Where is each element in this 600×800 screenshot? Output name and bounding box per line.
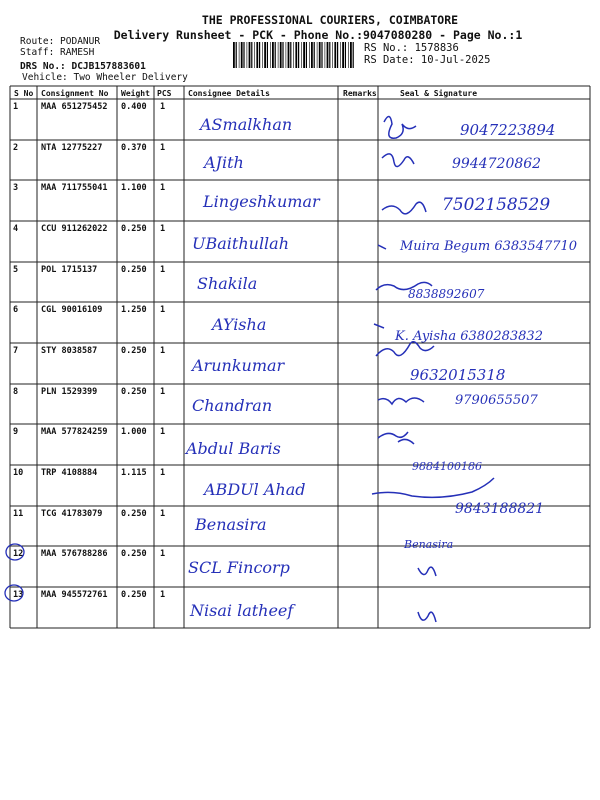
cell-pcs: 1 [160, 549, 166, 559]
cell-consignment: MAA 711755041 [41, 183, 108, 193]
cell-consignment: POL 1715137 [41, 265, 98, 275]
cell-weight: 0.250 [121, 509, 147, 519]
circled-row-mark [6, 544, 24, 560]
cell-consignment: CGL 90016109 [41, 305, 103, 315]
cell-weight: 1.115 [121, 468, 147, 478]
cell-pcs: 1 [160, 468, 166, 478]
consignee-name-handwritten: Chandran [192, 396, 273, 415]
cell-pcs: 1 [160, 183, 166, 193]
cell-consignment: MAA 577824259 [41, 427, 108, 437]
recipient-signature-handwritten: 9843188821 [455, 501, 545, 517]
cell-sno: 7 [13, 346, 19, 356]
rs-number: RS No.: 1578836 [364, 42, 459, 54]
cell-sno: 4 [13, 224, 19, 234]
cell-sno: 10 [13, 468, 24, 478]
cell-consignment: MAA 576788286 [41, 549, 108, 559]
recipient-signature-handwritten: 9047223894 [460, 121, 556, 139]
signature-scribble [372, 478, 494, 497]
cell-weight: 0.250 [121, 346, 147, 356]
runsheet-subtitle: Delivery Runsheet - PCK - Phone No.:9047080280 - Page No.:1 [113, 28, 523, 42]
column-header-pcs: PCS [157, 89, 172, 98]
recipient-signature-handwritten: 9884100186 [412, 460, 482, 473]
column-header-weight: Weight [121, 89, 150, 98]
column-header-consignment: Consignment No [41, 89, 109, 98]
cell-weight: 0.250 [121, 590, 147, 600]
cell-pcs: 1 [160, 427, 166, 437]
column-header-consignee: Consignee Details [188, 89, 270, 98]
rs-date: RS Date: 10-Jul-2025 [364, 54, 491, 66]
cell-weight: 0.250 [121, 265, 147, 275]
cell-sno: 11 [13, 509, 24, 519]
consignee-name-handwritten: ASmalkhan [200, 115, 293, 134]
recipient-signature-handwritten: Benasira [404, 538, 454, 551]
recipient-signature-handwritten: Muira Begum 6383547710 [400, 239, 578, 254]
cell-sno: 6 [13, 305, 19, 315]
cell-sno: 9 [13, 427, 19, 437]
signature-scribble [378, 398, 424, 404]
cell-weight: 0.250 [121, 387, 147, 397]
cell-pcs: 1 [160, 265, 166, 275]
cell-pcs: 1 [160, 346, 166, 356]
consignee-name-handwritten: Benasira [195, 515, 267, 534]
signature-scribble [418, 612, 436, 622]
cell-weight: 0.370 [121, 143, 147, 153]
cell-sno: 5 [13, 265, 19, 275]
cell-sno: 2 [13, 143, 19, 153]
cell-pcs: 1 [160, 387, 166, 397]
column-header-sno: S No [14, 89, 34, 98]
consignee-name-handwritten: Nisai latheef [190, 601, 294, 620]
cell-consignment: PLN 1529399 [41, 387, 98, 397]
signature-scribble [418, 567, 436, 576]
cell-sno: 3 [13, 183, 19, 193]
consignee-name-handwritten: AYisha [212, 315, 267, 334]
cell-pcs: 1 [160, 590, 166, 600]
cell-weight: 0.250 [121, 549, 147, 559]
cell-pcs: 1 [160, 143, 166, 153]
column-header-remarks: Remarks [343, 89, 377, 98]
cell-sno: 13 [13, 590, 24, 600]
cell-consignment: MAA 651275452 [41, 102, 108, 112]
cell-consignment: NTA 12775227 [41, 143, 103, 153]
consignee-name-handwritten: Lingeshkumar [203, 192, 320, 211]
recipient-signature-handwritten: 8838892607 [408, 287, 485, 301]
cell-consignment: TRP 4108884 [41, 468, 98, 478]
column-header-signature: Seal & Signature [400, 89, 478, 98]
consignee-name-handwritten: Shakila [197, 274, 258, 293]
cell-pcs: 1 [160, 509, 166, 519]
cell-consignment: STY 8038587 [41, 346, 98, 356]
cell-sno: 12 [13, 549, 24, 559]
cell-consignment: MAA 945572761 [41, 590, 108, 600]
consignee-name-handwritten: ABDUl Ahad [204, 480, 306, 499]
cell-consignment: TCG 41783079 [41, 509, 103, 519]
vehicle-label: Vehicle: Two Wheeler Delivery [22, 72, 188, 83]
staff-label: Staff: RAMESH [20, 47, 95, 58]
signature-scribble [384, 116, 416, 138]
consignee-name-handwritten: SCL Fincorp [188, 558, 290, 577]
cell-pcs: 1 [160, 102, 166, 112]
consignee-name-handwritten: AJith [204, 153, 244, 172]
signature-scribble [382, 202, 426, 214]
cell-weight: 0.400 [121, 102, 147, 112]
cell-sno: 8 [13, 387, 19, 397]
cell-sno: 1 [13, 102, 19, 112]
drs-number: DRS No.: DCJB157883601 [20, 61, 146, 72]
recipient-signature-handwritten: 9632015318 [410, 366, 506, 384]
recipient-signature-handwritten: 7502158529 [442, 195, 551, 215]
recipient-signature-handwritten: K. Ayisha 6380283832 [395, 329, 543, 344]
cell-pcs: 1 [160, 224, 166, 234]
cell-weight: 1.100 [121, 183, 147, 193]
cell-pcs: 1 [160, 305, 166, 315]
recipient-signature-handwritten: 9790655507 [455, 393, 538, 408]
circled-row-mark [5, 585, 23, 601]
cell-weight: 1.000 [121, 427, 147, 437]
cell-weight: 0.250 [121, 224, 147, 234]
route-label: Route: PODANUR [20, 36, 101, 47]
consignee-name-handwritten: UBaithullah [192, 234, 290, 253]
cell-consignment: CCU 911262022 [41, 224, 108, 234]
signature-scribble [382, 154, 414, 167]
signature-scribble [378, 432, 414, 444]
consignee-name-handwritten: Abdul Baris [186, 439, 281, 458]
company-name: THE PROFESSIONAL COURIERS, COIMBATORE [201, 13, 459, 27]
cell-weight: 1.250 [121, 305, 147, 315]
consignee-name-handwritten: Arunkumar [192, 356, 285, 375]
recipient-signature-handwritten: 9944720862 [452, 156, 542, 172]
